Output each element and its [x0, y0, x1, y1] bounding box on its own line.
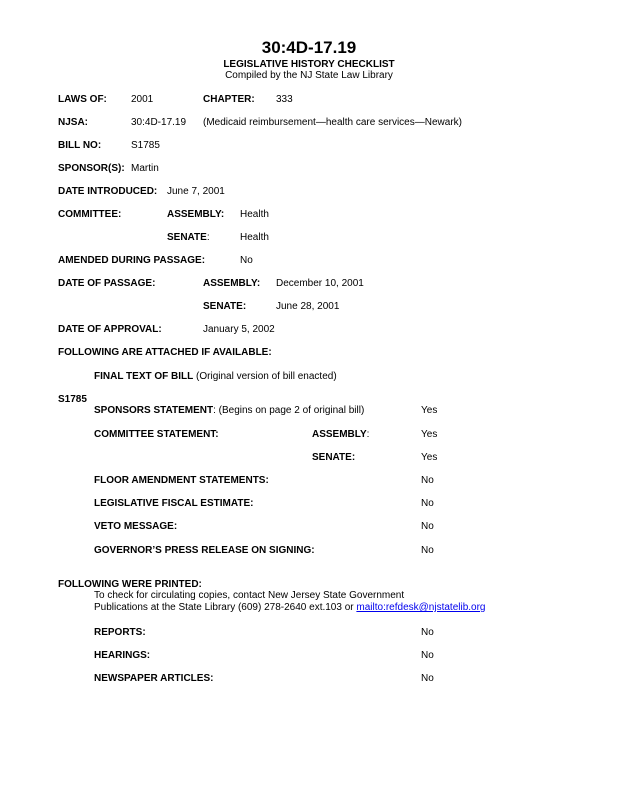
veto-label: VETO MESSAGE:	[94, 521, 178, 532]
reports-label: REPORTS:	[94, 627, 146, 638]
cs-assembly	[312, 429, 369, 441]
passage-assembly-value: December 10, 2001	[276, 278, 364, 289]
press-release-label: GOVERNOR’S PRESS RELEASE ON SIGNING:	[94, 545, 315, 556]
sponsors-statement-note: : (Begins on page 2 of original bill)	[213, 405, 365, 416]
njsa-label: NJSA:	[58, 117, 89, 128]
floor-amendment-value: No	[421, 475, 434, 486]
printed-heading: FOLLOWING WERE PRINTED:	[58, 579, 202, 590]
passage-label: DATE OF PASSAGE:	[58, 278, 156, 289]
committee-assembly-value: Health	[240, 209, 269, 220]
reports-value: No	[421, 627, 434, 638]
printed-note-text: Publications at the State Library (609) 278-2640 ext.103 or	[94, 602, 357, 613]
cs-senate-label: SENATE:	[312, 452, 356, 463]
bill-no-label: BILL NO:	[58, 140, 102, 151]
amended-value: No	[240, 255, 253, 266]
committee-senate-colon: :	[206, 232, 210, 243]
committee-statement-label: COMMITTEE STATEMENT:	[94, 429, 219, 440]
sponsors-statement-line	[94, 405, 364, 417]
passage-senate-label: SENATE:	[203, 301, 247, 312]
committee-senate-label: SENATE	[167, 232, 207, 243]
hearings-value: No	[421, 650, 434, 661]
compiled-by: Compiled by the NJ State Law Library	[225, 70, 393, 81]
hearings-label: HEARINGS:	[94, 650, 151, 661]
sponsors-statement-label: SPONSORS STATEMENT	[94, 405, 214, 416]
committee-assembly-label: ASSEMBLY:	[167, 209, 225, 220]
njsa-value: 30:4D-17.19	[131, 117, 187, 128]
njsa-description: (Medicaid reimbursement—health care services—Newark)	[203, 117, 462, 128]
final-text-note: (Original version of bill enacted)	[193, 371, 337, 382]
press-release-value: No	[421, 545, 434, 556]
page-title: 30:4D-17.19	[261, 38, 357, 57]
sponsors-statement-value: Yes	[421, 405, 438, 416]
committee-label: COMMITTEE:	[58, 209, 122, 220]
email-link[interactable]: mailto:refdesk@njstatelib.org	[356, 602, 486, 613]
date-introduced-value: June 7, 2001	[167, 186, 225, 197]
final-text-label: FINAL TEXT OF BILL	[94, 371, 194, 382]
sponsors-label: SPONSOR(S):	[58, 163, 125, 174]
cs-senate-value: Yes	[421, 452, 438, 463]
sponsors-value: Martin	[131, 163, 159, 174]
cs-assembly-value: Yes	[421, 429, 438, 440]
chapter-label: CHAPTER:	[203, 94, 255, 105]
approval-label: DATE OF APPROVAL:	[58, 324, 162, 335]
newspaper-label: NEWSPAPER ARTICLES:	[94, 673, 214, 684]
floor-amendment-label: FLOOR AMENDMENT STATEMENTS:	[94, 475, 269, 486]
committee-senate-value: Health	[240, 232, 269, 243]
committee-senate	[167, 232, 210, 244]
printed-note-line2	[94, 602, 486, 614]
chapter-value: 333	[276, 94, 293, 105]
amended-label: AMENDED DURING PASSAGE:	[58, 255, 206, 266]
final-text-line	[94, 371, 337, 383]
bill-ref: S1785	[58, 394, 87, 405]
laws-of-value: 2001	[131, 94, 154, 105]
attached-heading: FOLLOWING ARE ATTACHED IF AVAILABLE:	[58, 347, 272, 358]
passage-senate-value: June 28, 2001	[276, 301, 340, 312]
bill-no-value: S1785	[131, 140, 160, 151]
cs-assembly-label: ASSEMBLY	[312, 429, 367, 440]
passage-assembly-label: ASSEMBLY:	[203, 278, 261, 289]
newspaper-value: No	[421, 673, 434, 684]
cs-assembly-colon: :	[366, 429, 370, 440]
fiscal-estimate-label: LEGISLATIVE FISCAL ESTIMATE:	[94, 498, 254, 509]
veto-value: No	[421, 521, 434, 532]
approval-value: January 5, 2002	[203, 324, 275, 335]
date-introduced-label: DATE INTRODUCED:	[58, 186, 158, 197]
printed-note-line1: To check for circulating copies, contact New Jersey State Government	[94, 590, 405, 601]
laws-of-label: LAWS OF:	[58, 94, 107, 105]
page-subtitle: LEGISLATIVE HISTORY CHECKLIST	[223, 59, 395, 70]
fiscal-estimate-value: No	[421, 498, 434, 509]
